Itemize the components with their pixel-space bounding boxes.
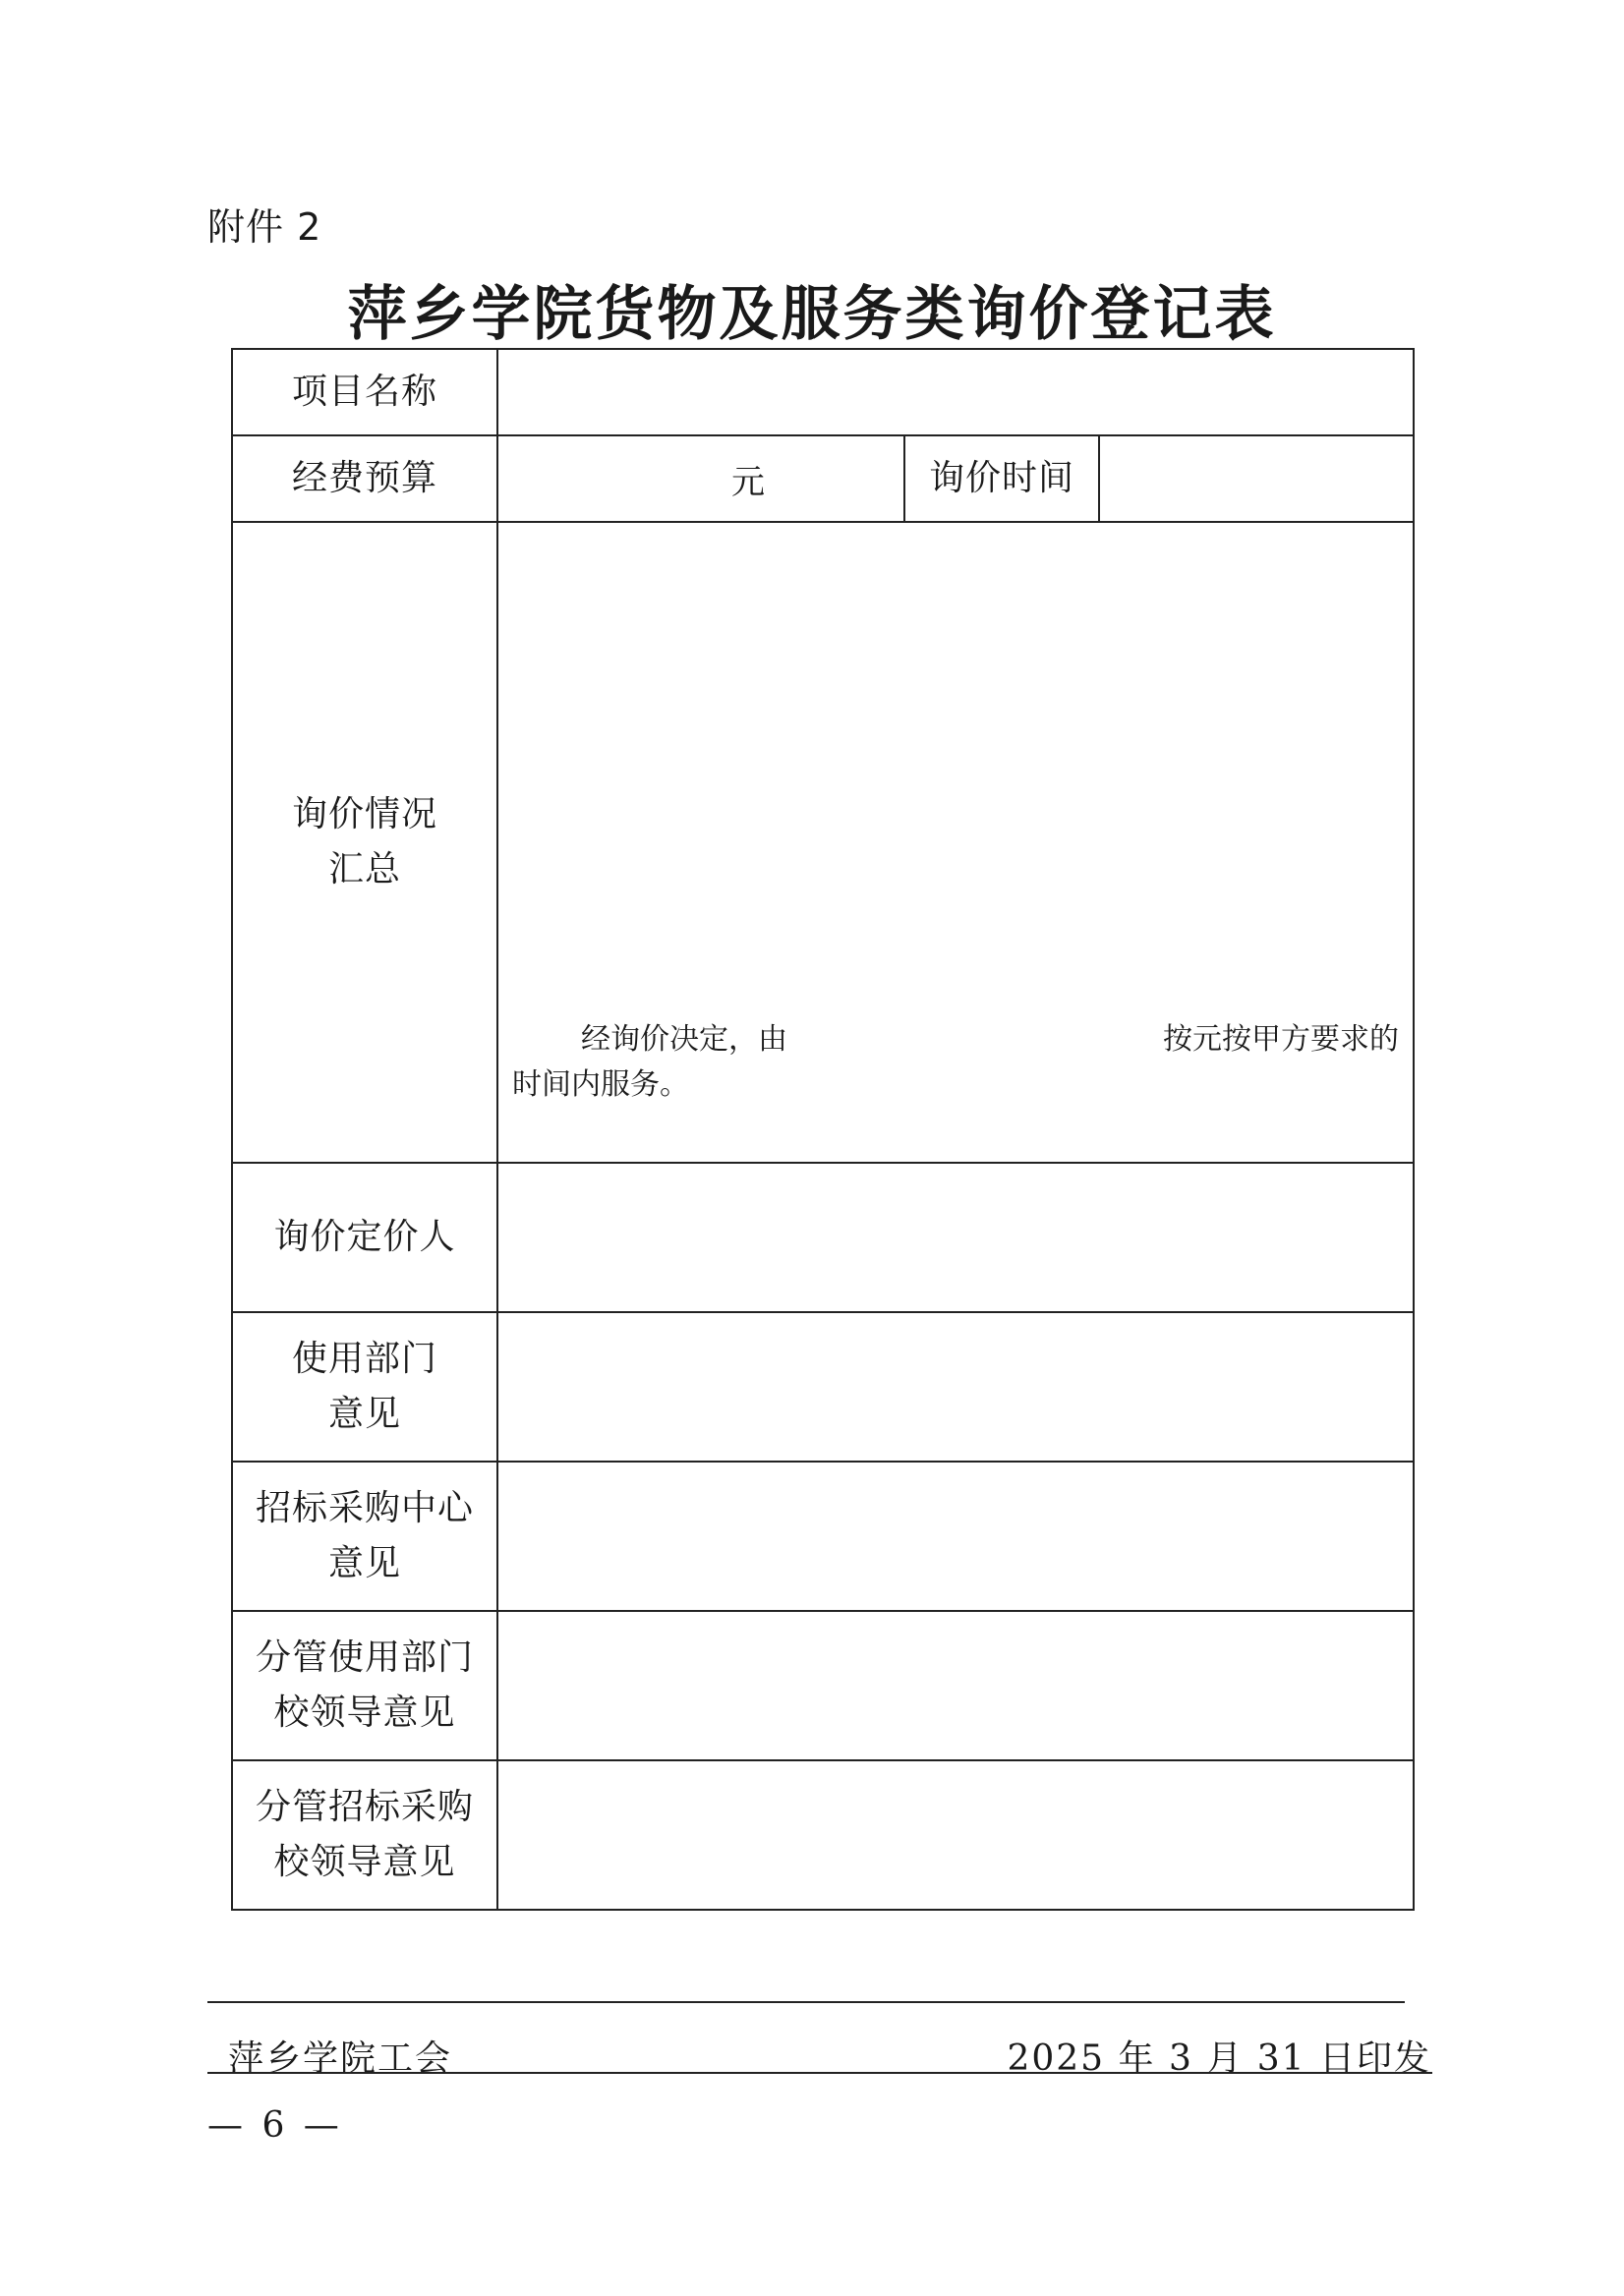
summary-field[interactable] [497,522,1414,1163]
summary-text-part1: 经询价决定，由 [581,1022,787,1057]
row-leader-user-dept-opinion [232,1611,1414,1760]
inquiry-time-field[interactable] [1099,435,1414,522]
attachment-label: 附件 2 [207,205,322,249]
footer-issue-date: 2025 年 3 月 31 日印发 [1007,2038,1431,2079]
user-dept-opinion-field[interactable] [497,1312,1414,1462]
user-dept-label-line1: 使用部门 [291,1339,437,1379]
summary-label-line2: 汇总 [327,849,401,890]
leader-procurement-label-line2: 校领导意见 [273,1842,456,1882]
project-name-label: 项目名称 [232,349,497,435]
summary-text-line2: 时间内服务。 [512,1067,689,1102]
row-leader-procurement-opinion [232,1760,1414,1910]
project-name-field[interactable] [497,349,1414,435]
row-project-name [232,349,1414,435]
leader-procurement-opinion-field[interactable] [497,1760,1414,1910]
row-pricing-person [232,1163,1414,1312]
budget-unit: 元 [731,462,765,502]
leader-procurement-label [232,1760,497,1910]
row-budget [232,435,1414,522]
document-title: 萍乡学院货物及服务类询价登记表 [347,280,1277,349]
budget-label: 经费预算 [232,435,497,522]
inquiry-registration-table [231,348,1415,1911]
summary-content [498,523,1413,1162]
procurement-center-opinion-field[interactable] [497,1462,1414,1611]
leader-procurement-label-line1: 分管招标采购 [255,1787,474,1827]
leader-user-dept-label [232,1611,497,1760]
page-number: — 6 — [207,2105,343,2146]
summary-text-part2: 按元按甲方要求的 [1163,1022,1400,1057]
leader-user-dept-label-line2: 校领导意见 [273,1693,456,1733]
pricing-person-label: 询价定价人 [232,1163,497,1312]
row-procurement-center-opinion [232,1462,1414,1611]
summary-label [232,522,497,1163]
row-summary [232,522,1414,1163]
procurement-center-label [232,1462,497,1611]
leader-user-dept-label-line1: 分管使用部门 [255,1637,474,1678]
procurement-center-label-line2: 意见 [327,1543,401,1583]
inquiry-time-label: 询价时间 [904,435,1099,522]
row-user-dept-opinion [232,1312,1414,1462]
summary-label-line1: 询价情况 [291,794,437,834]
pricing-person-field[interactable] [497,1163,1414,1312]
budget-field[interactable] [497,435,904,522]
user-dept-label-line2: 意见 [327,1394,401,1434]
user-dept-label [232,1312,497,1462]
leader-user-dept-opinion-field[interactable] [497,1611,1414,1760]
footer-divider-top [207,2001,1405,2003]
footer-divider-bottom [207,2072,1432,2074]
footer-issuer: 萍乡学院工会 [228,2038,453,2079]
procurement-center-label-line1: 招标采购中心 [255,1488,474,1528]
